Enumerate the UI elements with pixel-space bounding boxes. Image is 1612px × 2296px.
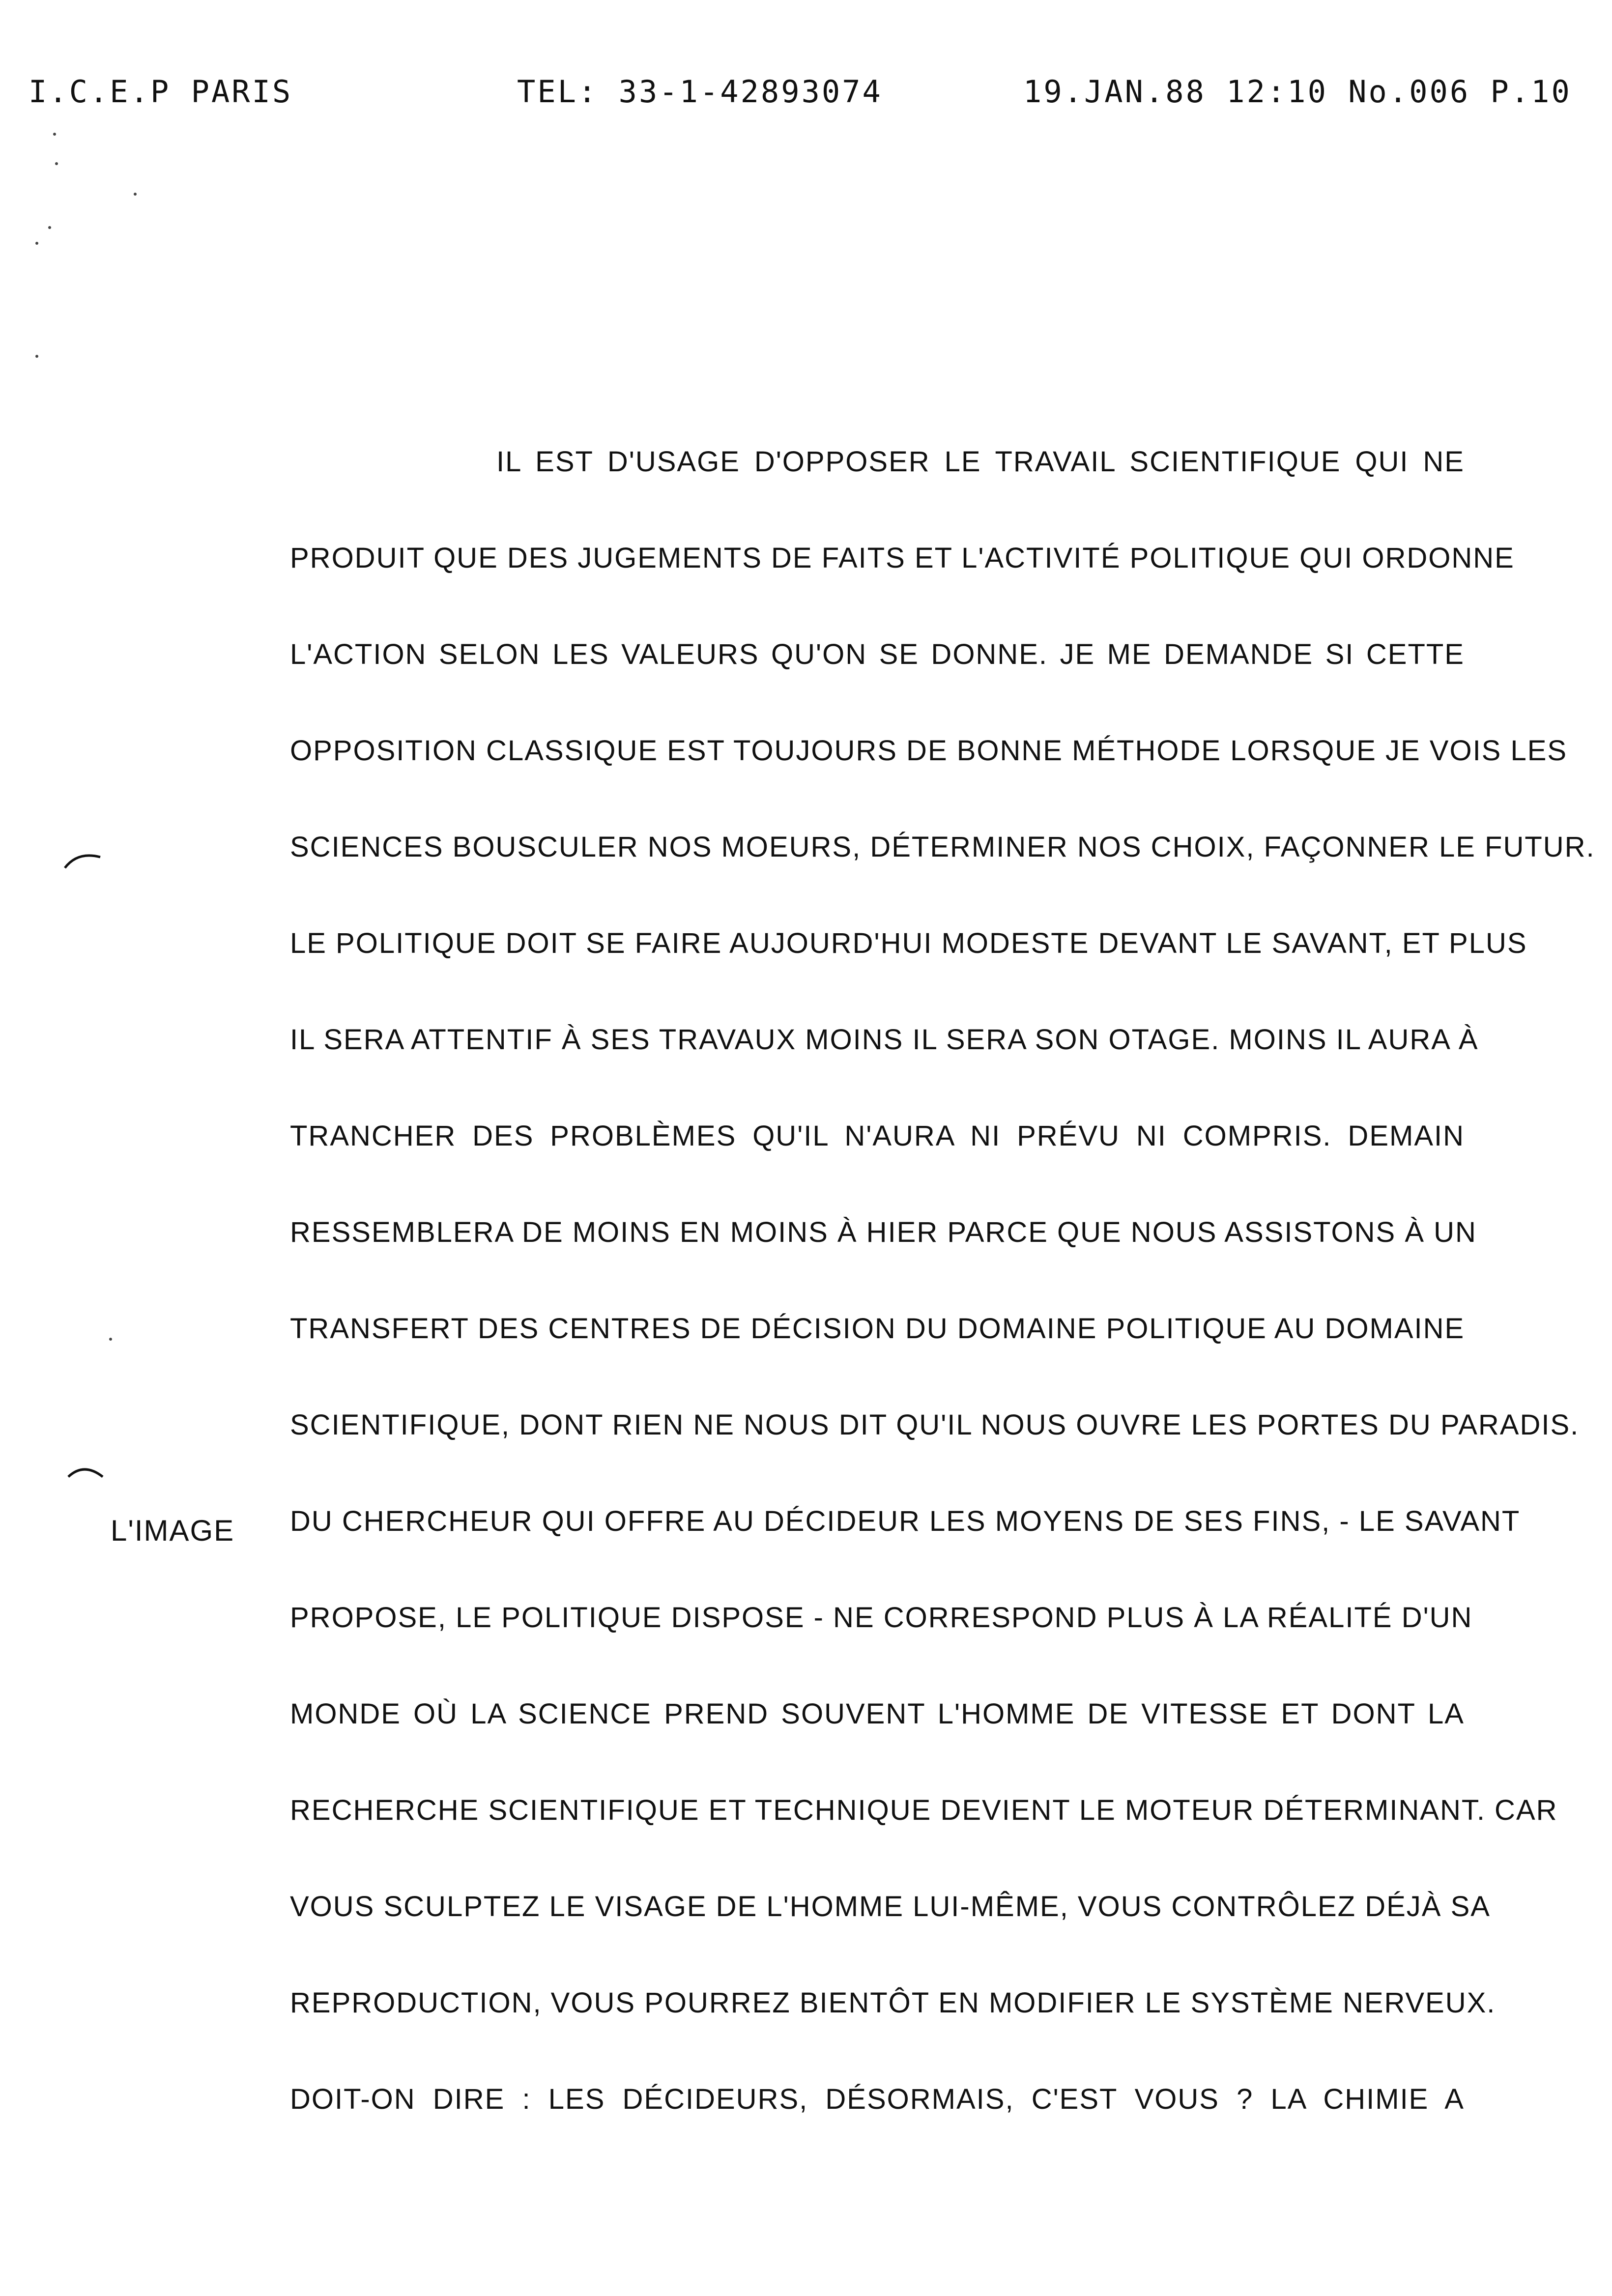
text-line: SCIENTIFIQUE, DONT RIEN NE NOUS DIT QU'IL NOUS OUVRE LES PORTES DU PARADIS. [290,1409,1580,1441]
text-line: LE POLITIQUE DOIT SE FAIRE AUJOURD'HUI MODESTE DEVANT LE SAVANT, ET PLUS [290,927,1527,959]
text-line: VOUS SCULPTEZ LE VISAGE DE L'HOMME LUI-MÊME, VOUS CONTRÔLEZ DÉJÀ SA [290,1891,1491,1923]
text-line: RECHERCHE SCIENTIFIQUE ET TECHNIQUE DEVIENT LE MOTEUR DÉTERMINANT. CAR [290,1794,1558,1826]
text-line: TRANSFERT DES CENTRES DE DÉCISION DU DOMAINE POLITIQUE AU DOMAINE [290,1313,1465,1345]
margin-annotation: L'IMAGE [111,1514,235,1547]
text-line: IL SERA ATTENTIF À SES TRAVAUX MOINS IL SERA SON OTAGE. MOINS IL AURA À [290,1024,1479,1056]
text-line: DOIT-ON DIRE : LES DÉCIDEURS, DÉSORMAIS, C'EST VOUS ? LA CHIMIE A [290,2083,1465,2115]
fax-sender: I.C.E.P PARIS [29,74,293,110]
fax-timestamp: 19.JAN.88 12:10 No.006 P.10 [1023,74,1572,110]
fax-phone: TEL: 33-1-42893074 [517,74,883,110]
text-line: PROPOSE, LE POLITIQUE DISPOSE - NE CORRESPOND PLUS À LA RÉALITÉ D'UN [290,1602,1473,1634]
scan-speck [53,133,56,136]
body-text [290,442,1595,2176]
margin-bracket-mark [66,1462,106,1482]
text-line: L'ACTION SELON LES VALEURS QU'ON SE DONNE. JE ME DEMANDE SI CETTE [290,638,1465,670]
text-line: SCIENCES BOUSCULER NOS MOEURS, DÉTERMINER NOS CHOIX, FAÇONNER LE FUTUR. [290,831,1595,863]
scan-speck [48,226,51,229]
scan-speck [35,355,38,358]
text-line: OPPOSITION CLASSIQUE EST TOUJOURS DE BONNE MÉTHODE LORSQUE JE VOIS LES [290,735,1568,767]
margin-bracket-mark [63,850,102,870]
scan-speck [55,162,58,165]
text-line: DU CHERCHEUR QUI OFFRE AU DÉCIDEUR LES MOYENS DE SES FINS, - LE SAVANT [290,1505,1521,1537]
text-line: TRANCHER DES PROBLÈMES QU'IL N'AURA NI PRÉVU NI COMPRIS. DEMAIN [290,1120,1465,1152]
scan-speck [109,1338,112,1341]
fax-header [0,74,1612,113]
scan-speck [35,242,38,245]
text-line: PRODUIT QUE DES JUGEMENTS DE FAITS ET L'ACTIVITÉ POLITIQUE QUI ORDONNE [290,542,1515,574]
text-line: REPRODUCTION, VOUS POURREZ BIENTÔT EN MODIFIER LE SYSTÈME NERVEUX. [290,1987,1496,2019]
text-line: RESSEMBLERA DE MOINS EN MOINS À HIER PARCE QUE NOUS ASSISTONS À UN [290,1216,1477,1248]
scan-speck [134,193,137,196]
text-line: MONDE OÙ LA SCIENCE PREND SOUVENT L'HOMME DE VITESSE ET DONT LA [290,1698,1465,1730]
text-line: IL EST D'USAGE D'OPPOSER LE TRAVAIL SCIENTIFIQUE QUI NE [496,446,1465,478]
